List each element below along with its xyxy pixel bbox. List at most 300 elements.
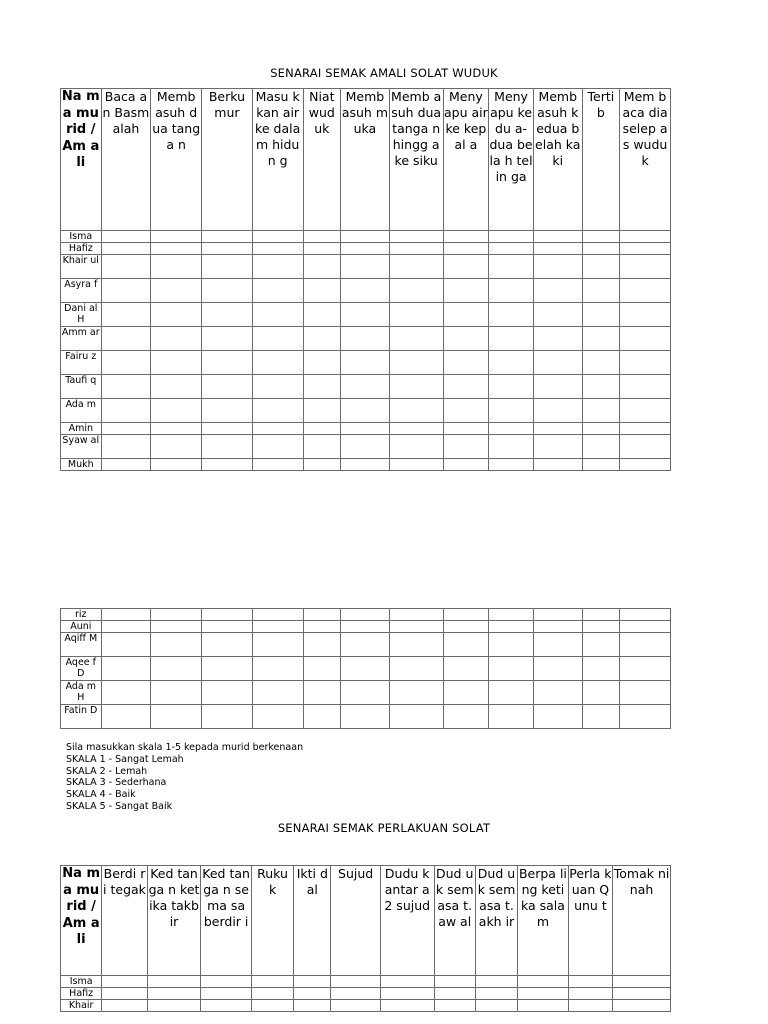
score-cell[interactable] [434, 988, 475, 1000]
student-name: Ada m [61, 399, 102, 423]
score-cell[interactable] [101, 621, 151, 633]
score-cell[interactable] [341, 705, 390, 729]
table-row [61, 1000, 671, 1012]
score-cell[interactable] [389, 621, 443, 633]
table-row [61, 255, 671, 279]
score-cell[interactable] [489, 399, 534, 423]
student-name: Khair [61, 1000, 102, 1012]
score-cell[interactable] [389, 681, 443, 705]
score-cell[interactable] [582, 633, 620, 657]
score-cell[interactable] [101, 243, 151, 255]
score-cell[interactable] [341, 435, 390, 459]
student-name: Fairu z [61, 351, 102, 375]
section1-title: SENARAI SEMAK AMALI SOLAT WUDUK [270, 66, 498, 80]
score-cell[interactable] [252, 399, 303, 423]
score-cell[interactable] [202, 399, 253, 423]
score-cell[interactable] [202, 657, 253, 681]
score-cell[interactable] [303, 681, 341, 705]
score-cell[interactable] [102, 988, 147, 1000]
score-cell[interactable] [533, 279, 582, 303]
student-name: Amm ar [61, 327, 102, 351]
score-cell[interactable] [620, 621, 671, 633]
score-cell[interactable] [341, 243, 390, 255]
score-cell[interactable] [568, 1000, 612, 1012]
score-cell[interactable] [389, 423, 443, 435]
score-cell[interactable] [102, 1000, 147, 1012]
score-cell[interactable] [582, 255, 620, 279]
score-cell[interactable] [101, 375, 151, 399]
score-cell[interactable] [202, 609, 253, 621]
score-cell[interactable] [341, 657, 390, 681]
score-cell[interactable] [151, 327, 202, 351]
score-cell[interactable] [341, 633, 390, 657]
score-cell[interactable] [380, 1000, 434, 1012]
score-cell[interactable] [389, 435, 443, 459]
student-name: Asyra f [61, 279, 102, 303]
table-row [61, 303, 671, 327]
score-cell[interactable] [443, 231, 489, 243]
score-cell[interactable] [341, 303, 390, 327]
score-cell[interactable] [533, 621, 582, 633]
score-cell[interactable] [389, 351, 443, 375]
score-cell[interactable] [294, 976, 331, 988]
score-cell[interactable] [620, 657, 671, 681]
score-cell[interactable] [443, 327, 489, 351]
table-row [61, 609, 671, 621]
score-cell[interactable] [620, 279, 671, 303]
score-cell[interactable] [389, 303, 443, 327]
score-cell[interactable] [202, 231, 253, 243]
column-header-1: Berdi ri tegak [102, 866, 147, 976]
score-cell[interactable] [151, 435, 202, 459]
score-cell[interactable] [533, 243, 582, 255]
score-cell[interactable] [151, 255, 202, 279]
table-row [61, 621, 671, 633]
score-cell[interactable] [518, 976, 569, 988]
score-cell[interactable] [489, 459, 534, 471]
score-cell[interactable] [582, 279, 620, 303]
score-cell[interactable] [620, 435, 671, 459]
score-cell[interactable] [443, 657, 489, 681]
score-cell[interactable] [303, 375, 341, 399]
score-cell[interactable] [252, 423, 303, 435]
score-cell[interactable] [151, 621, 202, 633]
score-cell[interactable] [533, 351, 582, 375]
score-cell[interactable] [568, 976, 612, 988]
score-cell[interactable] [294, 1000, 331, 1012]
table-row [61, 279, 671, 303]
score-cell[interactable] [489, 279, 534, 303]
score-cell[interactable] [341, 255, 390, 279]
score-cell[interactable] [202, 243, 253, 255]
score-cell[interactable] [582, 375, 620, 399]
column-header-10: Berpa ling ketika salam [518, 866, 569, 976]
score-cell[interactable] [341, 375, 390, 399]
column-header-3: Berku mur [202, 89, 253, 231]
score-cell[interactable] [620, 681, 671, 705]
score-cell[interactable] [533, 255, 582, 279]
score-cell[interactable] [489, 621, 534, 633]
score-cell[interactable] [252, 231, 303, 243]
score-cell[interactable] [489, 243, 534, 255]
score-cell[interactable] [151, 609, 202, 621]
score-cell[interactable] [303, 705, 341, 729]
score-cell[interactable] [533, 609, 582, 621]
score-cell[interactable] [582, 609, 620, 621]
score-cell[interactable] [389, 633, 443, 657]
score-cell[interactable] [443, 375, 489, 399]
score-cell[interactable] [101, 633, 151, 657]
score-cell[interactable] [252, 243, 303, 255]
table-row [61, 435, 671, 459]
score-cell[interactable] [252, 375, 303, 399]
score-cell[interactable] [582, 243, 620, 255]
score-cell[interactable] [294, 988, 331, 1000]
score-cell[interactable] [434, 1000, 475, 1012]
score-cell[interactable] [202, 255, 253, 279]
score-cell[interactable] [252, 657, 303, 681]
score-cell[interactable] [151, 459, 202, 471]
score-cell[interactable] [489, 609, 534, 621]
score-cell[interactable] [518, 988, 569, 1000]
score-cell[interactable] [252, 279, 303, 303]
student-name: Taufi q [61, 375, 102, 399]
column-header-7: Dudu k antar a 2 sujud [380, 866, 434, 976]
score-cell[interactable] [533, 423, 582, 435]
score-cell[interactable] [101, 657, 151, 681]
score-cell[interactable] [489, 657, 534, 681]
score-cell[interactable] [341, 621, 390, 633]
score-cell[interactable] [443, 399, 489, 423]
column-header-10: Memb asuh kedua belah kaki [533, 89, 582, 231]
score-cell[interactable] [620, 231, 671, 243]
score-cell[interactable] [303, 657, 341, 681]
score-cell[interactable] [303, 633, 341, 657]
score-cell[interactable] [331, 976, 381, 988]
score-cell[interactable] [201, 1000, 252, 1012]
table-row [61, 399, 671, 423]
student-name: Aqiff M [61, 633, 102, 657]
score-cell[interactable] [389, 255, 443, 279]
score-cell[interactable] [489, 705, 534, 729]
score-cell[interactable] [489, 375, 534, 399]
score-cell[interactable] [489, 231, 534, 243]
score-cell[interactable] [202, 459, 253, 471]
score-cell[interactable] [434, 976, 475, 988]
score-cell[interactable] [443, 705, 489, 729]
score-cell[interactable] [389, 375, 443, 399]
score-cell[interactable] [101, 231, 151, 243]
score-cell[interactable] [475, 988, 517, 1000]
score-cell[interactable] [389, 399, 443, 423]
score-cell[interactable] [202, 435, 253, 459]
score-cell[interactable] [303, 279, 341, 303]
score-cell[interactable] [582, 435, 620, 459]
score-cell[interactable] [303, 459, 341, 471]
score-cell[interactable] [533, 681, 582, 705]
score-cell[interactable] [341, 609, 390, 621]
score-cell[interactable] [341, 327, 390, 351]
score-cell[interactable] [533, 231, 582, 243]
score-cell[interactable] [389, 459, 443, 471]
score-cell[interactable] [533, 633, 582, 657]
score-cell[interactable] [151, 705, 202, 729]
score-cell[interactable] [582, 621, 620, 633]
score-cell[interactable] [443, 243, 489, 255]
score-cell[interactable] [252, 459, 303, 471]
score-cell[interactable] [533, 459, 582, 471]
score-cell[interactable] [443, 633, 489, 657]
score-cell[interactable] [151, 231, 202, 243]
score-cell[interactable] [568, 988, 612, 1000]
score-cell[interactable] [341, 423, 390, 435]
note-scale-5: SKALA 5 - Sangat Baik [66, 800, 173, 812]
score-cell[interactable] [620, 399, 671, 423]
score-cell[interactable] [341, 231, 390, 243]
score-cell[interactable] [620, 243, 671, 255]
score-cell[interactable] [620, 705, 671, 729]
score-cell[interactable] [489, 423, 534, 435]
score-cell[interactable] [620, 303, 671, 327]
score-cell[interactable] [389, 279, 443, 303]
score-cell[interactable] [151, 633, 202, 657]
score-cell[interactable] [151, 657, 202, 681]
score-cell[interactable] [613, 1000, 671, 1012]
table-row [61, 243, 671, 255]
column-header-2: Memb asuh dua tanga n [151, 89, 202, 231]
score-cell[interactable] [489, 633, 534, 657]
wuduk-checklist-table-continued [60, 608, 671, 729]
score-cell[interactable] [101, 459, 151, 471]
score-cell[interactable] [202, 303, 253, 327]
score-cell[interactable] [151, 423, 202, 435]
score-cell[interactable] [252, 327, 303, 351]
score-cell[interactable] [331, 1000, 381, 1012]
score-cell[interactable] [620, 459, 671, 471]
column-header-3: Ked tanga n sema sa berdir i [201, 866, 252, 976]
score-cell[interactable] [202, 351, 253, 375]
table-row [61, 976, 671, 988]
score-cell[interactable] [533, 705, 582, 729]
score-cell[interactable] [533, 375, 582, 399]
student-name: Auni [61, 621, 102, 633]
score-cell[interactable] [443, 609, 489, 621]
score-cell[interactable] [252, 303, 303, 327]
score-cell[interactable] [303, 231, 341, 243]
score-cell[interactable] [202, 621, 253, 633]
score-cell[interactable] [201, 976, 252, 988]
score-cell[interactable] [341, 459, 390, 471]
table-row [61, 375, 671, 399]
score-cell[interactable] [389, 231, 443, 243]
column-header-8: Meny apu air ke kepal a [443, 89, 489, 231]
score-cell[interactable] [620, 609, 671, 621]
score-cell[interactable] [489, 327, 534, 351]
score-cell[interactable] [443, 255, 489, 279]
score-cell[interactable] [489, 351, 534, 375]
score-cell[interactable] [620, 327, 671, 351]
score-cell[interactable] [101, 435, 151, 459]
score-cell[interactable] [389, 243, 443, 255]
score-cell[interactable] [341, 681, 390, 705]
score-cell[interactable] [613, 976, 671, 988]
score-cell[interactable] [151, 681, 202, 705]
score-cell[interactable] [389, 609, 443, 621]
column-header-6: Memb asuh muka [341, 89, 390, 231]
score-cell[interactable] [341, 351, 390, 375]
score-cell[interactable] [443, 621, 489, 633]
score-cell[interactable] [101, 609, 151, 621]
score-cell[interactable] [101, 327, 151, 351]
student-name: Ada m H [61, 681, 102, 705]
score-cell[interactable] [202, 633, 253, 657]
score-cell[interactable] [252, 255, 303, 279]
note-scale-2: SKALA 2 - Lemah [66, 765, 148, 777]
score-cell[interactable] [252, 435, 303, 459]
score-cell[interactable] [151, 243, 202, 255]
score-cell[interactable] [613, 988, 671, 1000]
score-cell[interactable] [147, 976, 201, 988]
score-cell[interactable] [620, 351, 671, 375]
score-cell[interactable] [303, 399, 341, 423]
score-cell[interactable] [380, 988, 434, 1000]
column-header-8: Dud uk sem asa t.aw al [434, 866, 475, 976]
score-cell[interactable] [101, 423, 151, 435]
score-cell[interactable] [489, 435, 534, 459]
score-cell[interactable] [533, 303, 582, 327]
score-cell[interactable] [202, 327, 253, 351]
score-cell[interactable] [475, 976, 517, 988]
score-cell[interactable] [389, 657, 443, 681]
score-cell[interactable] [151, 399, 202, 423]
score-cell[interactable] [252, 351, 303, 375]
score-cell[interactable] [202, 705, 253, 729]
score-cell[interactable] [443, 423, 489, 435]
score-cell[interactable] [147, 1000, 201, 1012]
note-scale-3: SKALA 3 - Sederhana [66, 777, 167, 789]
score-cell[interactable] [341, 399, 390, 423]
score-cell[interactable] [101, 681, 151, 705]
scale-notes [66, 742, 303, 813]
score-cell[interactable] [489, 681, 534, 705]
score-cell[interactable] [582, 399, 620, 423]
student-name: Isma [61, 231, 102, 243]
score-cell[interactable] [380, 976, 434, 988]
solat-checklist-table [60, 865, 671, 1012]
score-cell[interactable] [251, 976, 293, 988]
score-cell[interactable] [151, 279, 202, 303]
score-cell[interactable] [303, 255, 341, 279]
score-cell[interactable] [202, 375, 253, 399]
score-cell[interactable] [443, 351, 489, 375]
score-cell[interactable] [151, 303, 202, 327]
score-cell[interactable] [101, 705, 151, 729]
score-cell[interactable] [303, 621, 341, 633]
score-cell[interactable] [582, 423, 620, 435]
score-cell[interactable] [303, 351, 341, 375]
student-name: Isma [61, 976, 102, 988]
score-cell[interactable] [582, 459, 620, 471]
score-cell[interactable] [252, 633, 303, 657]
score-cell[interactable] [303, 609, 341, 621]
score-cell[interactable] [252, 609, 303, 621]
score-cell[interactable] [389, 705, 443, 729]
score-cell[interactable] [582, 681, 620, 705]
score-cell[interactable] [252, 705, 303, 729]
score-cell[interactable] [475, 1000, 517, 1012]
score-cell[interactable] [620, 633, 671, 657]
score-cell[interactable] [303, 243, 341, 255]
score-cell[interactable] [101, 279, 151, 303]
score-cell[interactable] [252, 681, 303, 705]
score-cell[interactable] [101, 303, 151, 327]
score-cell[interactable] [389, 327, 443, 351]
table-row [61, 327, 671, 351]
score-cell[interactable] [443, 279, 489, 303]
score-cell[interactable] [620, 375, 671, 399]
score-cell[interactable] [252, 621, 303, 633]
score-cell[interactable] [533, 435, 582, 459]
score-cell[interactable] [303, 435, 341, 459]
student-name: Fatin D [61, 705, 102, 729]
score-cell[interactable] [443, 681, 489, 705]
wuduk-checklist-table [60, 88, 671, 471]
student-name: Hafiz [61, 988, 102, 1000]
score-cell[interactable] [518, 1000, 569, 1012]
score-cell[interactable] [533, 399, 582, 423]
table-row [61, 681, 671, 705]
score-cell[interactable] [102, 976, 147, 988]
score-cell[interactable] [582, 705, 620, 729]
note-scale-4: SKALA 4 - Baik [66, 789, 136, 801]
score-cell[interactable] [489, 255, 534, 279]
score-cell[interactable] [303, 303, 341, 327]
score-cell[interactable] [202, 279, 253, 303]
score-cell[interactable] [582, 327, 620, 351]
score-cell[interactable] [251, 1000, 293, 1012]
score-cell[interactable] [331, 988, 381, 1000]
score-cell[interactable] [582, 351, 620, 375]
score-cell[interactable] [101, 399, 151, 423]
score-cell[interactable] [101, 351, 151, 375]
score-cell[interactable] [489, 303, 534, 327]
note-scale-1: SKALA 1 - Sangat Lemah [66, 753, 184, 765]
score-cell[interactable] [533, 327, 582, 351]
score-cell[interactable] [202, 681, 253, 705]
score-cell[interactable] [303, 327, 341, 351]
score-cell[interactable] [443, 459, 489, 471]
score-cell[interactable] [251, 988, 293, 1000]
score-cell[interactable] [443, 303, 489, 327]
score-cell[interactable] [151, 351, 202, 375]
score-cell[interactable] [582, 231, 620, 243]
score-cell[interactable] [582, 303, 620, 327]
score-cell[interactable] [620, 255, 671, 279]
score-cell[interactable] [101, 255, 151, 279]
score-cell[interactable] [341, 279, 390, 303]
score-cell[interactable] [533, 657, 582, 681]
score-cell[interactable] [201, 988, 252, 1000]
score-cell[interactable] [151, 375, 202, 399]
score-cell[interactable] [443, 435, 489, 459]
column-header-11: Perla kuan Qunu t [568, 866, 612, 976]
score-cell[interactable] [202, 423, 253, 435]
score-cell[interactable] [582, 657, 620, 681]
table-row [61, 988, 671, 1000]
score-cell[interactable] [303, 423, 341, 435]
score-cell[interactable] [620, 423, 671, 435]
score-cell[interactable] [147, 988, 201, 1000]
